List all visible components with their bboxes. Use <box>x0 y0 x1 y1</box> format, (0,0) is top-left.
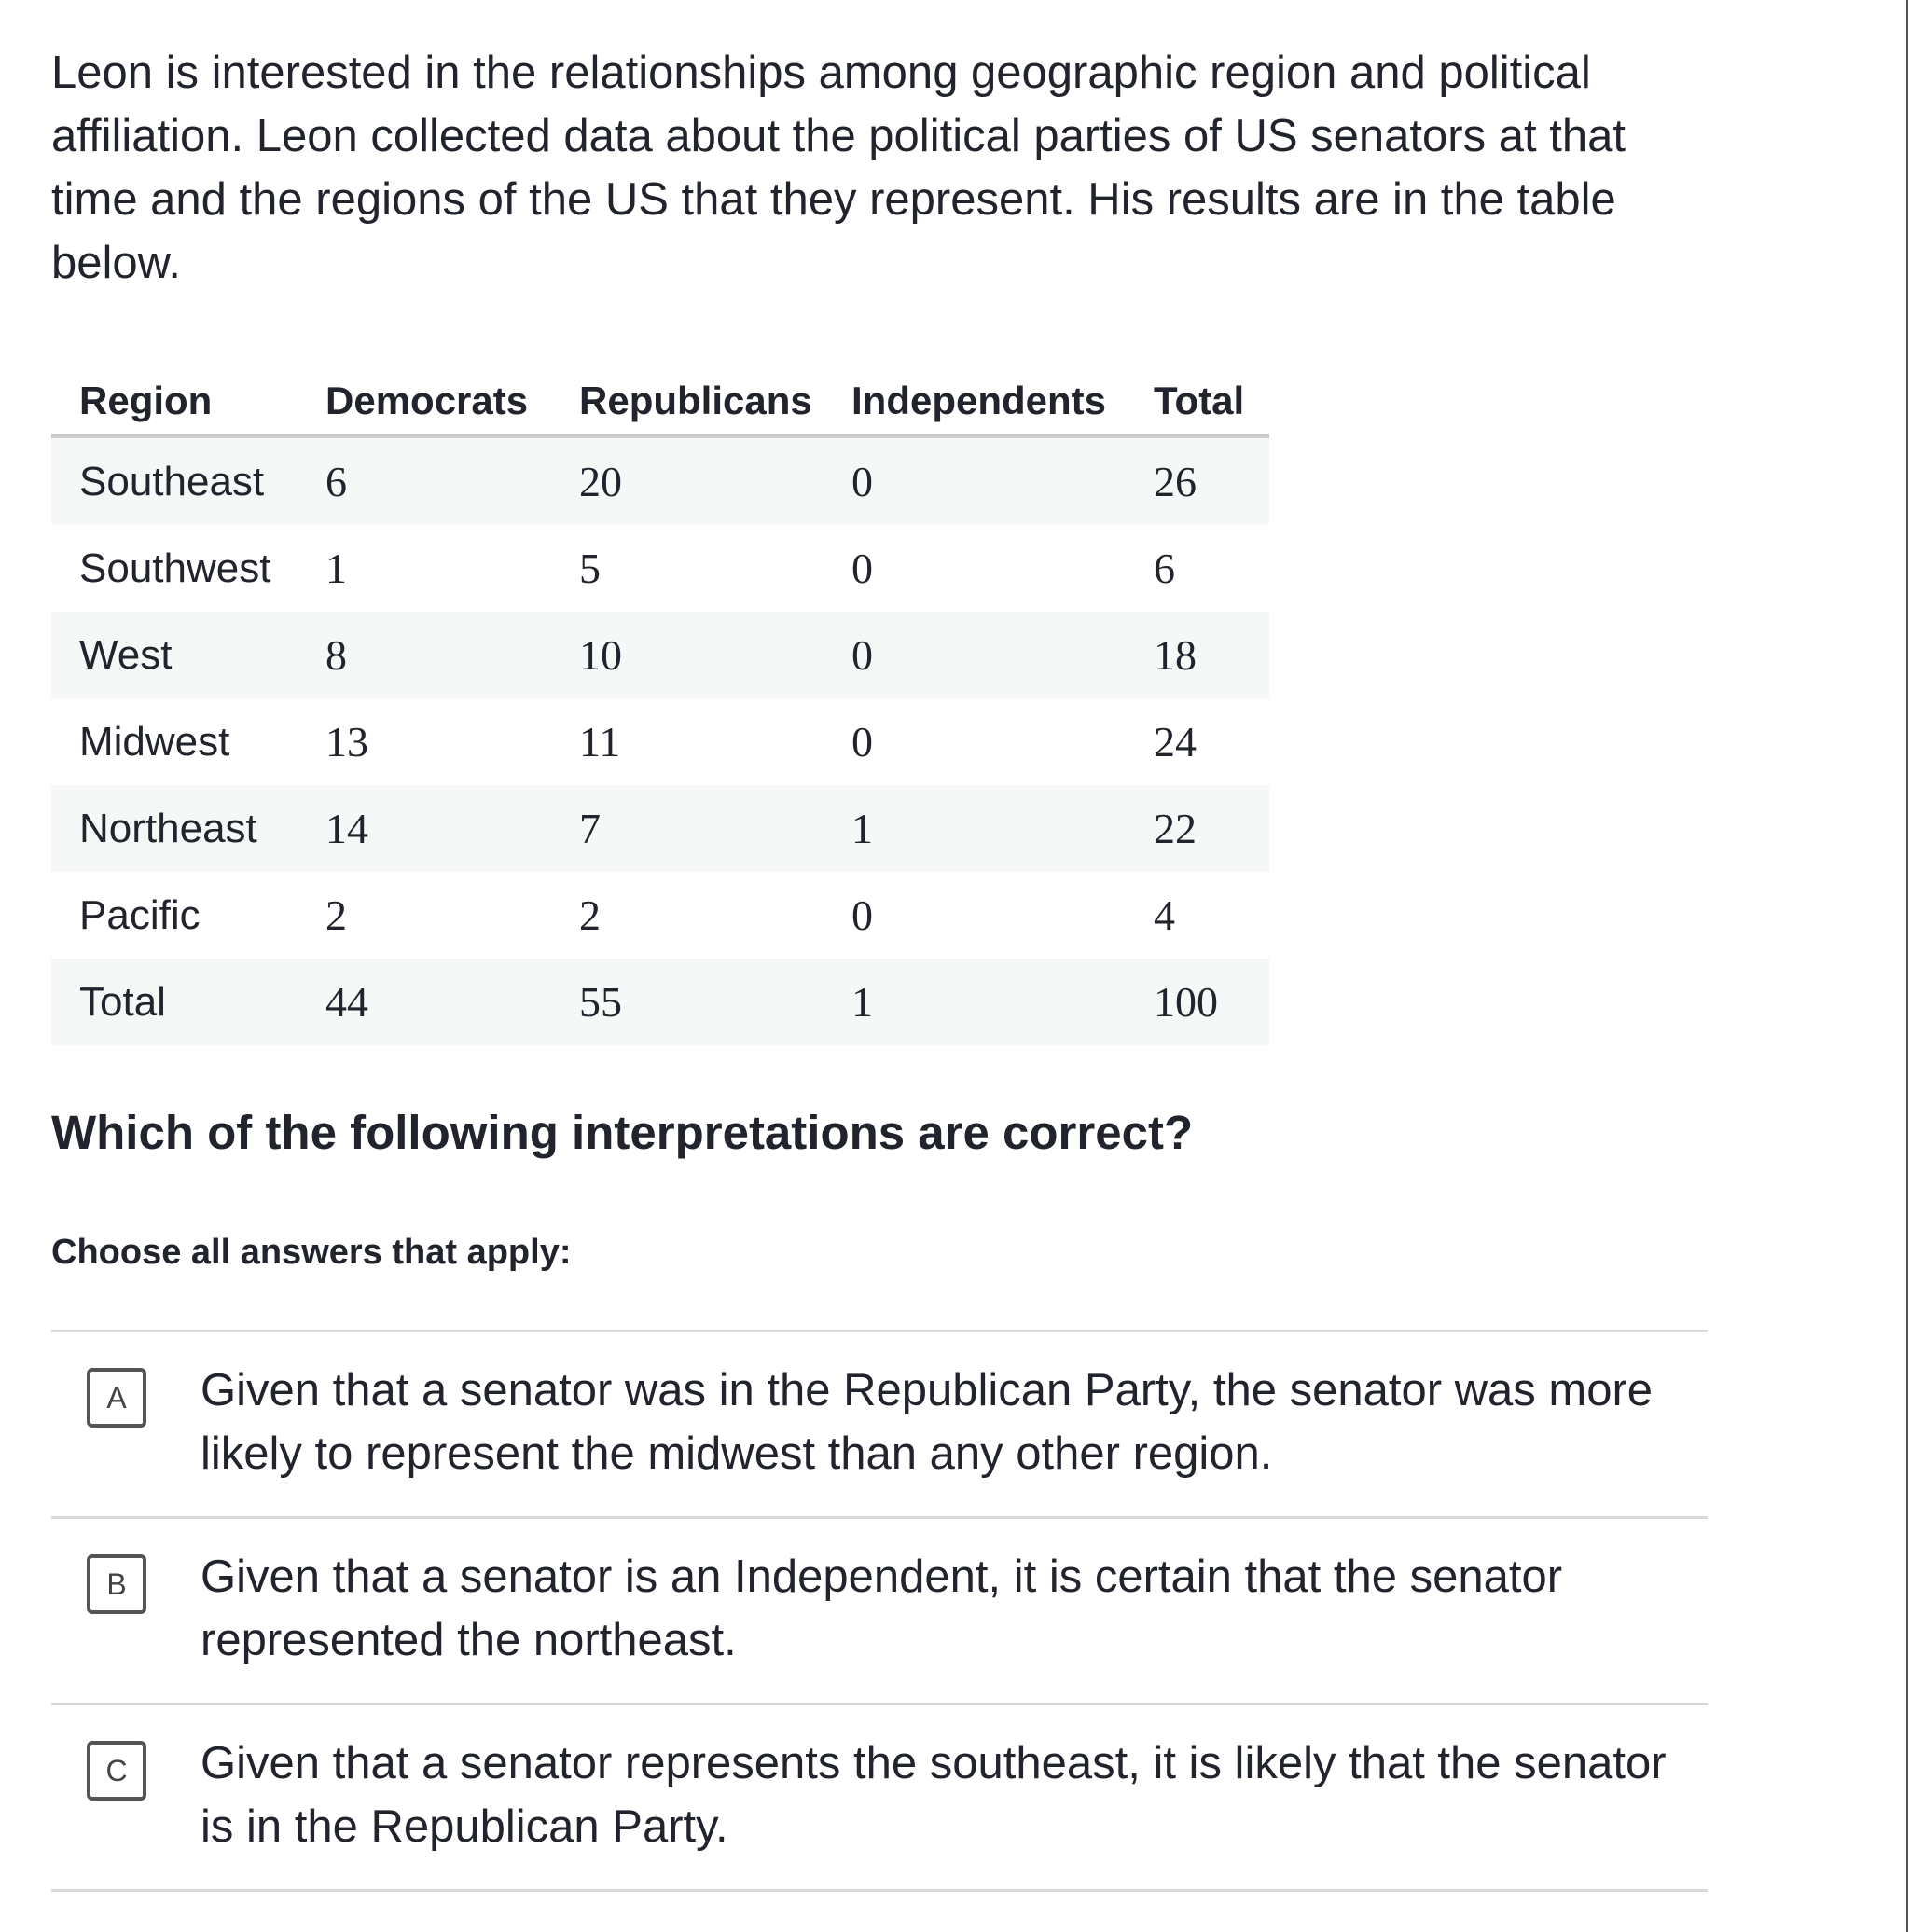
question: Which of the following interpretations are correct? <box>51 1106 1194 1159</box>
value-cell: 1 <box>824 785 1126 872</box>
value-cell: 5 <box>579 545 601 592</box>
value-cell: 6 <box>1154 545 1175 592</box>
value-cell: 11 <box>579 718 621 766</box>
region-cell: Southeast <box>51 436 298 526</box>
region-cell: Southwest <box>79 545 271 591</box>
value-cell: 0 <box>824 436 1126 526</box>
value-cell: 24 <box>1154 718 1197 766</box>
answer-options <box>51 1330 1708 1892</box>
value-cell: 2 <box>579 891 601 939</box>
header-republicans: Republicans <box>551 368 824 436</box>
window-edge <box>1906 0 1908 1932</box>
table-row <box>51 698 1269 785</box>
table-row <box>51 525 1269 612</box>
value-cell: 14 <box>298 785 551 872</box>
option-text: Given that a senator is an Independent, it is certain that the senator represented the northeast. <box>201 1552 1563 1665</box>
option-b[interactable] <box>51 1519 1708 1705</box>
table-row <box>51 959 1269 1045</box>
intro-paragraph: Leon is interested in the relationships among geographic region and political affiliation. Leon collected data about the political parties of US senators at that time and the regions of the US that they represent. His results are in the table below. <box>51 48 1626 288</box>
value-cell: 55 <box>551 959 824 1045</box>
value-cell: 1 <box>824 959 1126 1045</box>
region-cell: Pacific <box>79 891 201 938</box>
instruction: Choose all answers that apply: <box>51 1233 572 1272</box>
value-cell: 7 <box>551 785 824 872</box>
table-row <box>51 612 1269 698</box>
value-cell: 4 <box>1154 891 1175 939</box>
table-row <box>51 436 1269 526</box>
checkbox-a[interactable]: A <box>87 1368 146 1428</box>
option-a[interactable] <box>51 1332 1708 1519</box>
checkbox-c[interactable]: C <box>87 1741 146 1801</box>
data-table <box>51 368 1269 1045</box>
checkbox-b[interactable]: B <box>87 1554 146 1614</box>
value-cell: 1 <box>325 545 347 592</box>
header-independents: Independents <box>824 368 1126 436</box>
region-cell: Northeast <box>51 785 298 872</box>
value-cell: 18 <box>1126 612 1269 698</box>
region-cell: Total <box>51 959 298 1045</box>
value-cell: 0 <box>824 612 1126 698</box>
option-text: Given that a senator represents the southeast, it is likely that the senator is in the Republican Party. <box>201 1738 1667 1852</box>
header-democrats: Democrats <box>298 368 551 436</box>
value-cell: 100 <box>1126 959 1269 1045</box>
value-cell: 10 <box>551 612 824 698</box>
region-cell: West <box>51 612 298 698</box>
value-cell: 0 <box>851 891 873 939</box>
value-cell: 26 <box>1126 436 1269 526</box>
header-total: Total <box>1126 368 1269 436</box>
region-cell: Midwest <box>79 718 230 765</box>
option-c[interactable] <box>51 1705 1708 1892</box>
value-cell: 2 <box>325 891 347 939</box>
table-row <box>51 872 1269 959</box>
table-row <box>51 785 1269 872</box>
header-region: Region <box>51 368 298 436</box>
value-cell: 6 <box>298 436 551 526</box>
option-text: Given that a senator was in the Republican Party, the senator was more likely to represent the midwest than any other region. <box>201 1365 1654 1479</box>
value-cell: 44 <box>298 959 551 1045</box>
value-cell: 8 <box>298 612 551 698</box>
value-cell: 22 <box>1126 785 1269 872</box>
table-header-row <box>51 368 1269 436</box>
value-cell: 0 <box>851 545 873 592</box>
value-cell: 13 <box>325 718 368 766</box>
value-cell: 20 <box>551 436 824 526</box>
value-cell: 0 <box>851 718 873 766</box>
